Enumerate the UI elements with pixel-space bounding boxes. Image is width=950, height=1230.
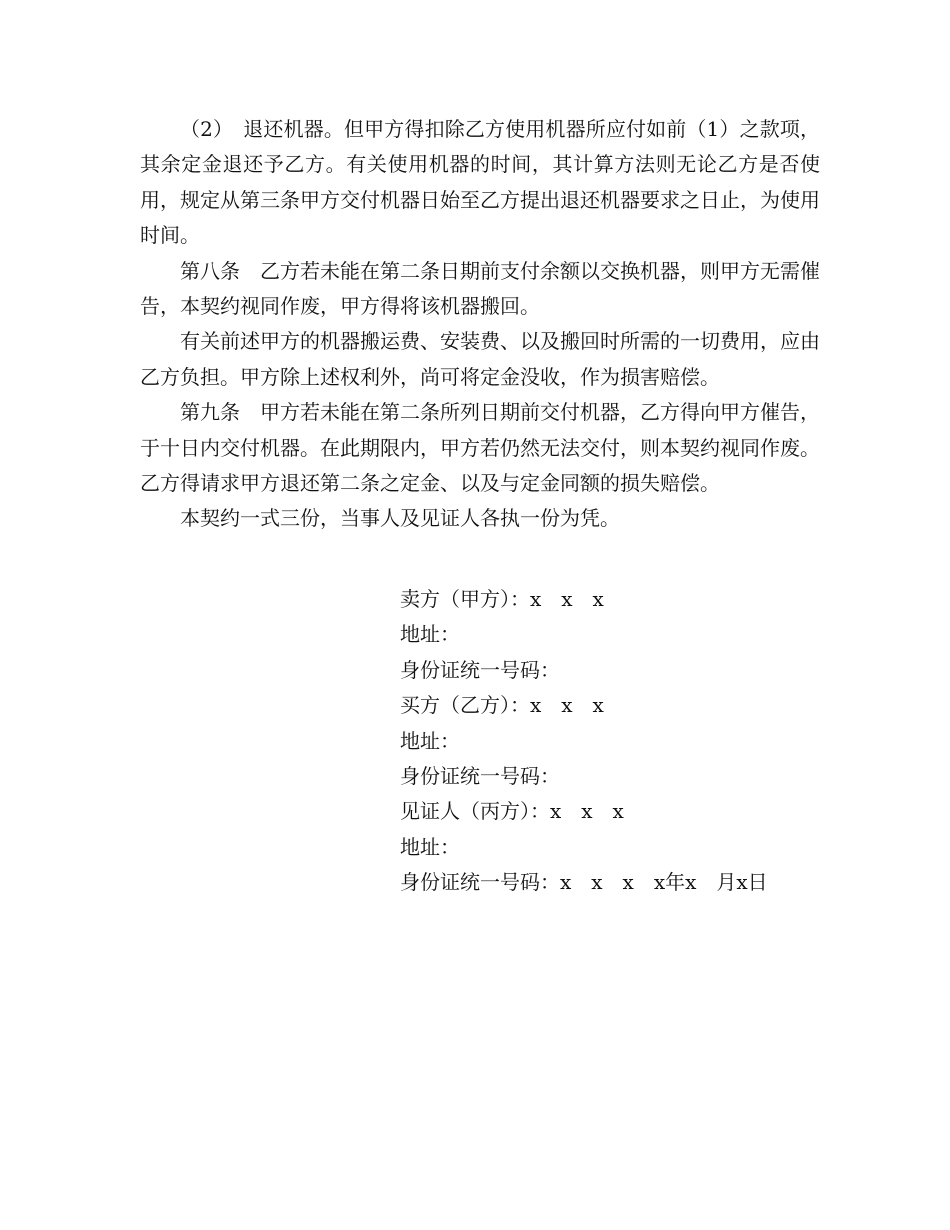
copies-clause: 本契约一式三份，当事人及见证人各执一份为凭。 [180, 506, 620, 531]
article-9: 第九条 甲方若未能在第二条所列日期前交付机器，乙方得向甲方催告，于十日内交付机器。在此期限内，甲方若仍然无法交付，则本契约视同作废。乙方得请求甲方退还第二条之定金、以及与定金同额的损失赔偿。 [140, 400, 820, 496]
buyer-address-line: 地址： [400, 728, 460, 753]
article-8: 第八条 乙方若未能在第二条日期前支付余额以交换机器，则甲方无需催告，本契约视同作废，甲方得将该机器搬回。 [140, 258, 820, 319]
article-8-costs: 有关前述甲方的机器搬运费、安装费、以及搬回时所需的一切费用，应由乙方负担。甲方除上述权利外，尚可将定金没收，作为损害赔偿。 [140, 329, 820, 389]
seller-address-line: 地址： [400, 622, 460, 647]
contract-body [140, 112, 820, 537]
signature-block [400, 582, 880, 901]
witness-line: 见证人（丙方）：x x x [400, 799, 624, 824]
seller-id-line: 身份证统一号码： [400, 657, 560, 682]
witness-id-date-line: 身份证统一号码：x x x x年x 月x日 [400, 870, 768, 895]
witness-address-line: 地址： [400, 834, 460, 859]
buyer-id-line: 身份证统一号码： [400, 764, 560, 789]
clause-2-refund-machine: （2） 退还机器。但甲方得扣除乙方使用机器所应付如前（1）之款项，其余定金退还予乙方。有关使用机器的时间，其计算方法则无论乙方是否使用，规定从第三条甲方交付机器日始至乙方提出退还机器要求之日止，为使用时间。 [140, 117, 820, 248]
buyer-line: 买方（乙方）：x x x [400, 693, 604, 718]
seller-line: 卖方（甲方）：x x x [400, 587, 604, 611]
